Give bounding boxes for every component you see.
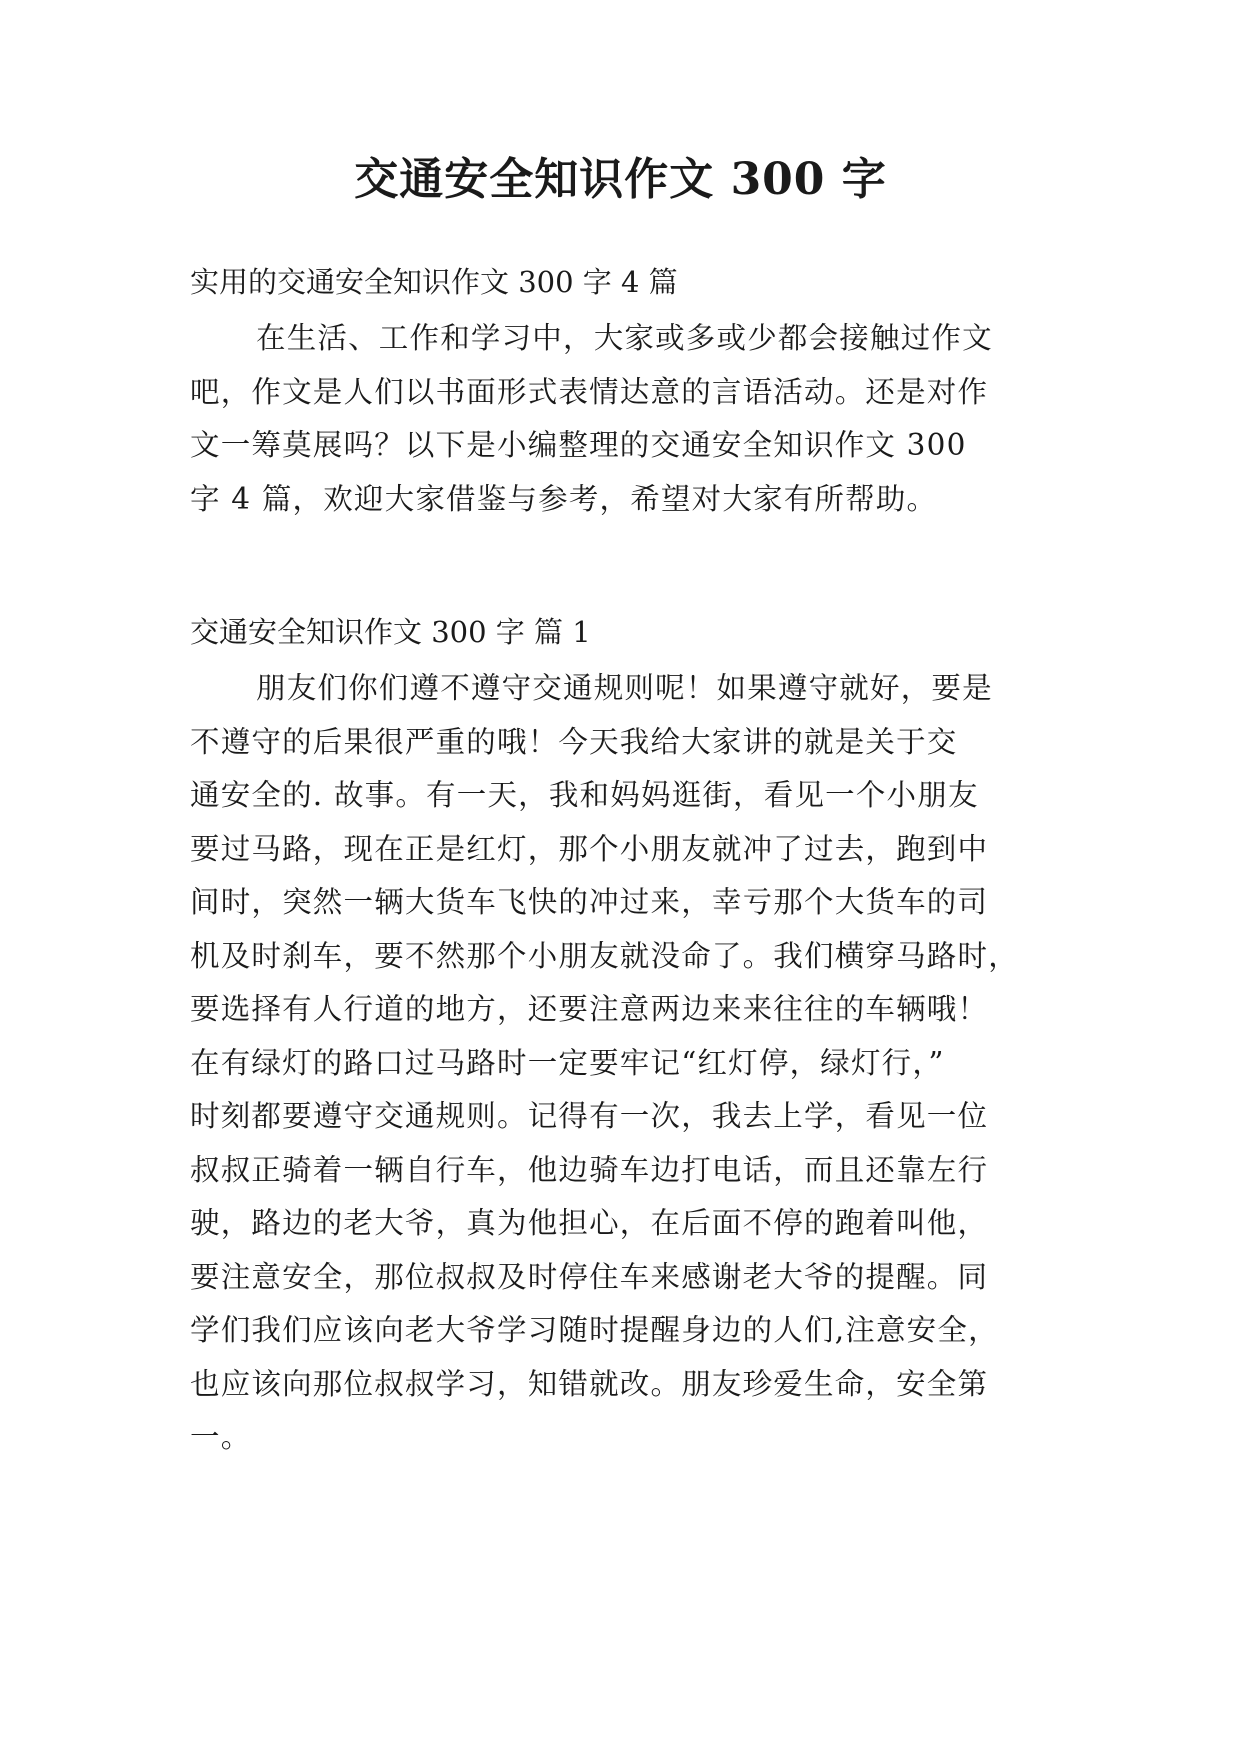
- document-subtitle: 实用的交通安全知识作文 300 字 4 篇: [190, 265, 678, 299]
- paragraph-line: 要注意安全，那位叔叔及时停住车来感谢老大爷的提醒。同: [190, 1259, 989, 1294]
- paragraph-line: 在有绿灯的路口过马路时一定要牢记“红灯停，绿灯行，”: [190, 1045, 945, 1080]
- paragraph-line: 要过马路，现在正是红灯，那个小朋友就冲了过去，跑到中: [190, 831, 989, 866]
- paragraph-line: 一。: [190, 1420, 252, 1454]
- paragraph-line: 叔叔正骑着一辆自行车，他边骑车边打电话，而且还靠左行: [190, 1152, 989, 1187]
- paragraph-line: 文一筹莫展吗？以下是小编整理的交通安全知识作文 300: [190, 428, 967, 462]
- section-heading-1: 交通安全知识作文 300 字 篇 1: [190, 615, 591, 649]
- paragraph-line: 吧，作文是人们以书面形式表情达意的言语活动。还是对作: [190, 374, 989, 409]
- paragraph-line: 也应该向那位叔叔学习，知错就改。朋友珍爱生命，安全第: [190, 1366, 989, 1401]
- paragraph-line: 要选择有人行道的地方，还要注意两边来来往往的车辆哦！: [190, 992, 989, 1026]
- paragraph-line: 间时，突然一辆大货车飞快的冲过来，幸亏那个大货车的司: [190, 885, 989, 919]
- paragraph-line: 字 4 篇，欢迎大家借鉴与参考，希望对大家有所帮助。: [190, 481, 938, 516]
- paragraph-line: 朋友们你们遵不遵守交通规则呢！如果遵守就好，要是: [256, 671, 993, 705]
- section-1-paragraph: [190, 662, 1070, 1465]
- paragraph-line: 驶，路边的老大爷，真为他担心，在后面不停的跑着叫他，: [190, 1206, 989, 1240]
- document-title: 交通安全知识作文 300 字: [354, 154, 887, 205]
- paragraph-line: 在生活、工作和学习中，大家或多或少都会接触过作文: [256, 321, 993, 355]
- paragraph-line: 通安全的. 故事。有一天，我和妈妈逛街，看见一个小朋友: [190, 778, 979, 812]
- paragraph-line: 学们我们应该向老大爷学习随时提醒身边的人们,注意安全，: [190, 1313, 999, 1347]
- paragraph-line: 机及时刹车，要不然那个小朋友就没命了。我们横穿马路时，: [190, 938, 1019, 973]
- paragraph-line: 不遵守的后果很严重的哦！今天我给大家讲的就是关于交: [190, 724, 958, 759]
- intro-paragraph: [190, 312, 1070, 526]
- paragraph-line: 时刻都要遵守交通规则。记得有一次，我去上学，看见一位: [190, 1099, 989, 1133]
